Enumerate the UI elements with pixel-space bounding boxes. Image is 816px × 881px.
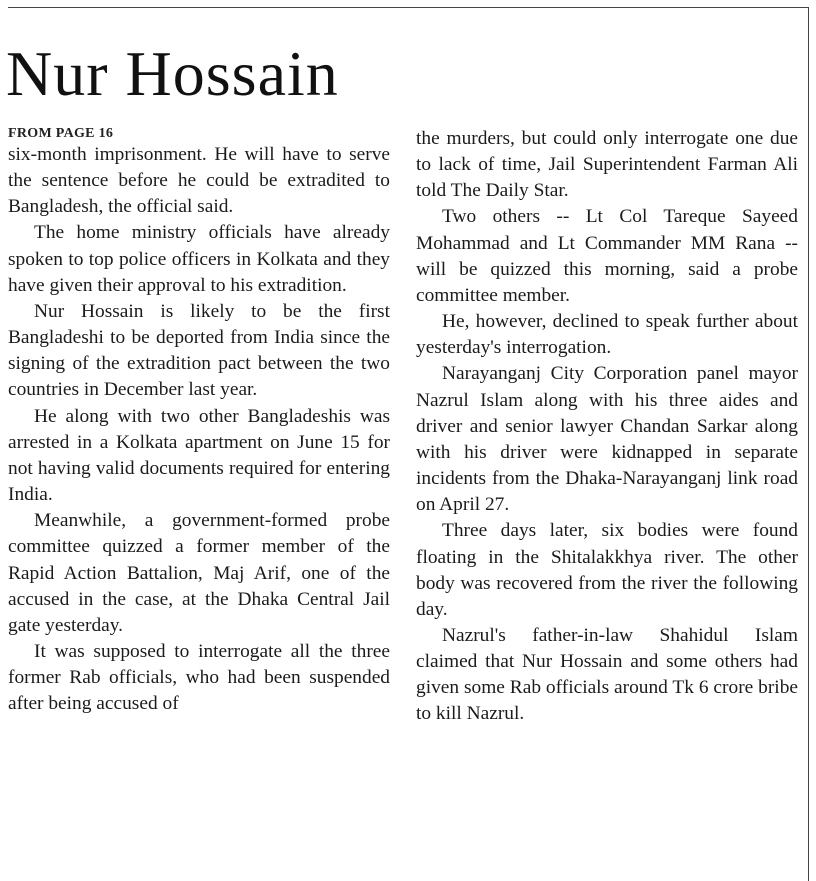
paragraph: Three days later, six bodies were found floating in the Shitalakkhya river. The other body was recovered from the river the following day. [416,520,798,620]
paragraph: Two others -- Lt Col Tareque Sayeed Mohammad and Lt Commander MM Rana -- will be quizzed this morning, said a probe committee member. [416,206,798,306]
paragraph: six-month imprisonment. He will have to serve the sentence before he could be extradited to Bangladesh, the official said. [8,144,390,218]
paragraph: It was supposed to interrogate all the three former Rab officials, who had been suspended after being accused of [8,640,390,715]
headline: Nur Hossain [6,38,339,109]
paragraph: The home ministry officials have already spoken to top police officers in Kolkata and they have given their approval to his extradition. [8,222,390,296]
article-column-2 [416,126,798,728]
paragraph: Nur Hossain is likely to be the first Bangladeshi to be deported from India since the signing of the extradition pact between the two countries in December last year. [8,300,390,401]
paragraph: Meanwhile, a government-formed probe committee quizzed a former member of the Rapid Action Battalion, Maj Arif, one of the accused in the case, at the Dhaka Central Jail gate yesterday. [8,510,390,636]
top-rule [8,7,808,8]
paragraph: He, however, declined to speak further about yesterday's interrogation. [416,311,798,359]
paragraph: Narayanganj City Corporation panel mayor Nazrul Islam along with his three aides and driver and senior lawyer Chandan Sarkar along with his driver were kidnapped in separate incidents from the Dhaka-Narayanganj link road on April 27. [416,363,798,516]
paragraph: He along with two other Bangladeshis was arrested in a Kolkata apartment on June 15 for not having valid documents required for entering India. [8,405,390,506]
right-rule [808,7,809,881]
article-column-1 [8,126,390,717]
paragraph: Nazrul's father-in-law Shahidul Islam claimed that Nur Hossain and some others had given some Rab officials around Tk 6 crore bribe to kill Nazrul. [416,624,798,725]
from-page-label: FROM PAGE 16 [8,126,114,141]
paragraph: the murders, but could only interrogate one due to lack of time, Jail Superintendent Farman Ali told The Daily Star. [416,128,798,202]
